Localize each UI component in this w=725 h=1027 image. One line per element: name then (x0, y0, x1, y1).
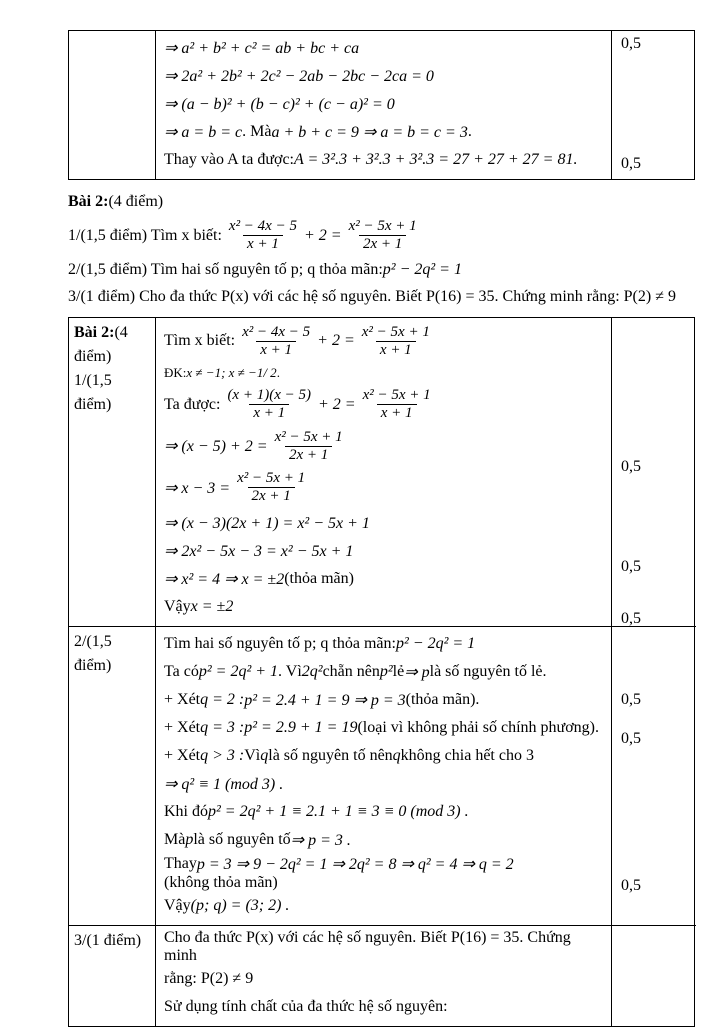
math-text: p² = 2q² + 1 (198, 662, 279, 680)
plain-text: là số nguyên tố lẻ. (429, 662, 547, 680)
text-line (164, 630, 605, 658)
text-line (164, 993, 605, 1021)
plain-text: ĐK: (164, 365, 187, 380)
text-line (68, 257, 718, 284)
plain-text: Khi đó (164, 802, 208, 820)
fraction-denominator: 2x + 1 (248, 487, 295, 505)
math-text: p² − 2q² = 1 (395, 634, 476, 652)
plain-text: điểm) (74, 656, 112, 674)
text-line (164, 118, 605, 146)
plain-text: 1/(1,5 (74, 371, 112, 389)
text-line (164, 658, 605, 686)
fraction-numerator: x² − 4x − 5 (228, 218, 297, 234)
plain-text: (thỏa mãn). (405, 690, 480, 708)
plain-text: không chia hết cho 3 (400, 746, 534, 764)
text-line (164, 565, 605, 593)
math-text: p² = 2q² + 1 ≡ 2.1 + 1 ≡ 3 ≡ 0 (mod 3) . (208, 802, 469, 820)
bai2-problem-statement (68, 188, 718, 311)
math-text: ⇒ x − 3 = (164, 479, 231, 497)
fraction (271, 429, 347, 465)
fraction (225, 218, 301, 254)
fraction-denominator: x + 1 (256, 341, 296, 359)
fraction-numerator: x² − 5x + 1 (361, 323, 430, 340)
plain-text: Cho đa thức P(x) với các hệ số nguyên. Biết P(16) = 35. Chứng minh (164, 928, 571, 964)
plain-text: là số nguyên tố (193, 830, 291, 848)
math-text: p² − 2q² = 1 (382, 261, 462, 278)
fraction-numerator: x² − 5x + 1 (237, 470, 306, 486)
math-text: p = 3 ⇒ 9 − 2q² = 1 ⇒ 2q² = 8 ⇒ q² = 4 ⇒ q = 2 (196, 855, 514, 873)
text-line (74, 345, 151, 369)
math-text: A = 3².3 + 3².3 + 3².3 = 27 + 27 + 27 = 81. (294, 151, 578, 168)
plain-text: Ta được: (164, 395, 221, 413)
math-text: x = ±2 (190, 597, 234, 615)
text-line (164, 426, 605, 468)
text-line (164, 686, 605, 714)
plain-text: (không thỏa mãn) (164, 873, 278, 891)
math-text: ⇒ p (404, 663, 430, 681)
plain-text: Tìm hai số nguyên tố p; q thỏa mãn: (164, 634, 396, 652)
plain-text: 3/(1 điểm) Cho đa thức P(x) với các hệ số nguyên. Biết P(16) = 35. Chứng minh rằng: P(2) ≠ 9 (68, 288, 676, 305)
points-value: 0,5 (621, 155, 641, 172)
math-text: ⇒ p = 3 . (290, 831, 351, 849)
bai1-content-cell (156, 31, 612, 179)
bai2-row2-content-cell (156, 626, 612, 925)
math-text: a + b + c = 9 ⇒ a = b = c = 3 (271, 124, 468, 141)
text-line (164, 467, 605, 509)
math-text: q (260, 746, 269, 764)
plain-text: (4 điểm) (108, 192, 164, 210)
math-text: ⇒ (a − b)² + (b − c)² + (c − a)² = 0 (164, 96, 395, 113)
plain-text: Thay vào A ta được: (164, 151, 294, 168)
plain-text: (thỏa mãn) (284, 569, 354, 587)
text-line (74, 929, 151, 953)
math-text: p² (379, 662, 393, 680)
text-line (74, 630, 151, 654)
plain-text: + Xét (164, 718, 201, 736)
text-line (164, 90, 605, 118)
fraction-numerator: (x + 1)(x − 5) (227, 387, 311, 403)
plain-text: Mà (164, 830, 186, 848)
points-value: 0,5 (621, 729, 641, 747)
bai2-solution-table (68, 317, 695, 1027)
plain-text: Thay (164, 854, 197, 872)
bai1-points-cell (612, 31, 696, 179)
fraction-numerator: x² − 5x + 1 (362, 387, 431, 403)
plain-text: (4 (114, 323, 128, 341)
plain-text: điểm) (74, 347, 112, 365)
plain-text: Bài 2: (74, 323, 115, 341)
bai2-row1-content-cell (156, 318, 612, 626)
bai2-row3-points-cell (612, 925, 696, 1026)
math-text: x ≠ −1; x ≠ −1/ 2 (186, 365, 277, 380)
text-line (68, 215, 718, 257)
bai2-row1-label-cell (69, 318, 156, 626)
points-value: 0,5 (621, 557, 641, 575)
math-text: q (392, 746, 401, 764)
math-text: ⇒ x² = 4 ⇒ x = ±2 (164, 570, 285, 588)
plain-text: 3/(1 điểm) (74, 931, 142, 949)
fraction-numerator: x² − 5x + 1 (348, 218, 417, 234)
text-line (164, 714, 605, 742)
bai2-row1-points-cell (612, 318, 696, 626)
math-text: q = 2 : (200, 690, 245, 708)
points-value: 0,5 (621, 690, 641, 708)
bai2-row3-content-cell (156, 925, 612, 1026)
text-line (74, 321, 151, 345)
text-line (164, 321, 605, 363)
math-text: + 2 = (317, 332, 355, 350)
text-line (164, 537, 605, 565)
points-value: 0,5 (621, 609, 641, 627)
plain-text: . Mà (242, 123, 272, 140)
math-text: ⇒ 2x² − 5x − 3 = x² − 5x + 1 (164, 542, 354, 560)
math-text: p (185, 830, 194, 848)
text-line (68, 188, 718, 215)
bai2-row3-label-cell (69, 925, 156, 1026)
math-text: ⇒ a² + b² + c² = ab + bc + ca (164, 40, 360, 57)
bai2-row2-points-cell (612, 626, 696, 925)
text-line (164, 798, 605, 826)
plain-text: 2/(1,5 (74, 632, 112, 650)
text-line (68, 284, 718, 311)
plain-text: chẵn nên (322, 662, 380, 680)
fraction-denominator: 2x + 1 (359, 235, 406, 253)
math-text: p² = 2.4 + 1 = 9 ⇒ p = 3 (244, 691, 406, 709)
plain-text: 1/(1,5 điểm) Tìm x biết: (68, 226, 222, 244)
math-text: q > 3 : (200, 746, 245, 764)
text-line (164, 384, 605, 426)
plain-text: Ta có (164, 662, 199, 680)
plain-text: Tìm x biết: (164, 332, 236, 350)
plain-text: (loại vì không phải số chính phương). (357, 718, 599, 736)
plain-text: . Vì (278, 662, 302, 680)
math-text: ⇒ 2a² + 2b² + 2c² − 2ab − 2bc − 2ca = 0 (164, 68, 434, 85)
plain-text: điểm) (74, 395, 112, 413)
math-text: ⇒ q² ≡ 1 (mod 3) . (164, 775, 284, 793)
text-line (164, 826, 605, 854)
text-line (164, 62, 605, 90)
text-line (164, 854, 605, 892)
text-line (74, 369, 151, 393)
points-value: 0,5 (621, 35, 641, 52)
fraction (233, 470, 309, 506)
math-text: + 2 = (317, 395, 356, 413)
fraction-denominator: x + 1 (249, 404, 289, 422)
text-line (74, 654, 151, 678)
points-value: 0,5 (621, 457, 641, 475)
text-line (164, 509, 605, 537)
plain-text: 2/(1,5 điểm) Tìm hai số nguyên tố p; q thỏa mãn: (68, 261, 383, 278)
text-line (164, 929, 605, 965)
text-line (164, 146, 605, 174)
bai1-solution-table (68, 30, 695, 180)
fraction (358, 324, 434, 360)
math-text: ⇒ a = b = c (164, 124, 243, 141)
plain-text: + Xét (164, 746, 201, 764)
plain-text: Vậy (164, 597, 191, 615)
fraction-denominator: x + 1 (243, 235, 283, 253)
math-text: p² = 2.9 + 1 = 19 (244, 718, 358, 736)
plain-text: rằng: P(2) ≠ 9 (164, 969, 254, 987)
text-line (164, 362, 605, 384)
plain-text: là số nguyên tố nên (268, 746, 393, 764)
plain-text: Bài 2: (68, 192, 109, 210)
plain-text: . (276, 365, 280, 380)
bai1-label-cell (69, 31, 156, 179)
text-line (164, 593, 605, 621)
fraction-numerator: x² − 4x − 5 (242, 323, 311, 340)
plain-text: Vì (244, 746, 261, 764)
math-text: ⇒ (x − 3)(2x + 1) = x² − 5x + 1 (164, 514, 370, 532)
plain-text: . (467, 123, 472, 140)
plain-text: lẻ (392, 662, 405, 680)
math-text: 2q² (301, 662, 323, 680)
plain-text: Sử dụng tính chất của đa thức hệ số nguyên: (164, 997, 448, 1015)
math-text: q = 3 : (200, 718, 245, 736)
text-line (164, 34, 605, 62)
bai2-row2-label-cell (69, 626, 156, 925)
fraction (223, 387, 315, 423)
math-text: (p; q) = (3; 2) . (190, 896, 290, 914)
fraction (359, 387, 435, 423)
fraction (345, 218, 421, 254)
plain-text: Vậy (164, 896, 191, 914)
points-value: 0,5 (621, 876, 641, 894)
fraction-denominator: x + 1 (376, 341, 416, 359)
plain-text: + Xét (164, 690, 201, 708)
fraction-numerator: x² − 5x + 1 (274, 428, 343, 445)
text-line (164, 892, 605, 920)
fraction (238, 324, 314, 360)
math-text: + 2 = (303, 226, 342, 244)
text-line (74, 393, 151, 417)
text-line (164, 742, 605, 770)
text-line (164, 965, 605, 993)
fraction-denominator: 2x + 1 (285, 446, 332, 464)
fraction-denominator: x + 1 (377, 404, 417, 422)
text-line (164, 770, 605, 798)
math-text: ⇒ (x − 5) + 2 = (164, 438, 268, 456)
